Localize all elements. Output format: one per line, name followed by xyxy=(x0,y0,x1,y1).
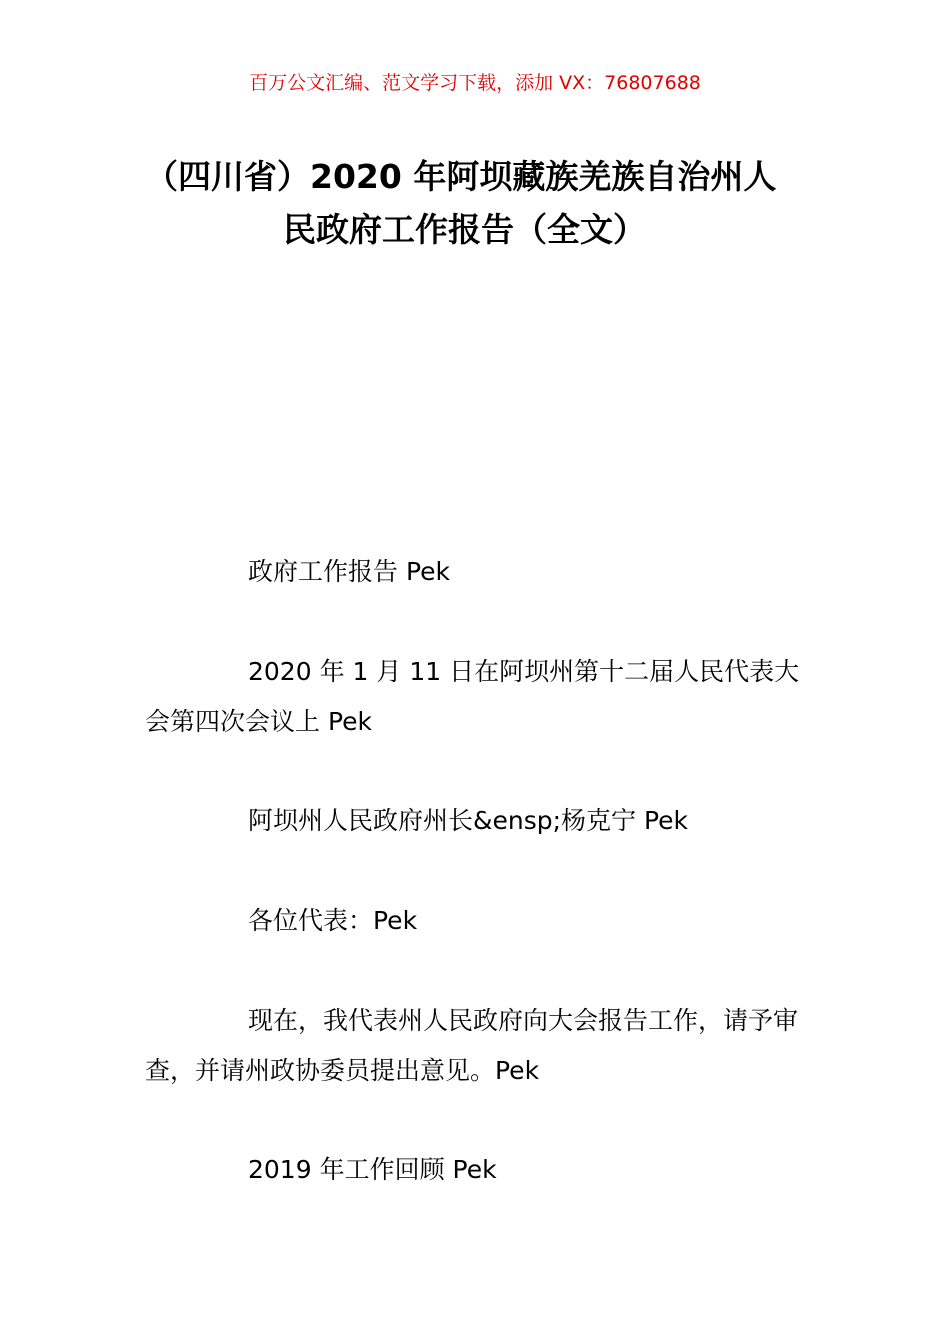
paragraph-opening: 现在，我代表州人民政府向大会报告工作，请予审查，并请州政协委员提出意见。Pek xyxy=(145,1006,799,1085)
document-title xyxy=(140,150,820,256)
paragraph-report-label: 政府工作报告 Pek xyxy=(248,557,450,586)
paragraph-section-heading: 2019 年工作回顾 Pek xyxy=(248,1155,497,1184)
header-note: 百万公文汇编、范文学习下载，添加 VX：76807688 xyxy=(249,72,701,94)
paragraph-date-venue: 2020 年 1 月 11 日在阿坝州第十二届人民代表大会第四次会议上 Pek xyxy=(145,657,800,736)
paragraph-salutation: 各位代表：Pek xyxy=(248,906,418,935)
paragraph-author: 阿坝州人民政府州长&ensp;杨克宁 Pek xyxy=(248,806,689,835)
title-line-1: （四川省）2020 年阿坝藏族羌族自治州人 xyxy=(145,157,777,196)
title-line-2: 民政府工作报告（全文） xyxy=(283,210,646,249)
